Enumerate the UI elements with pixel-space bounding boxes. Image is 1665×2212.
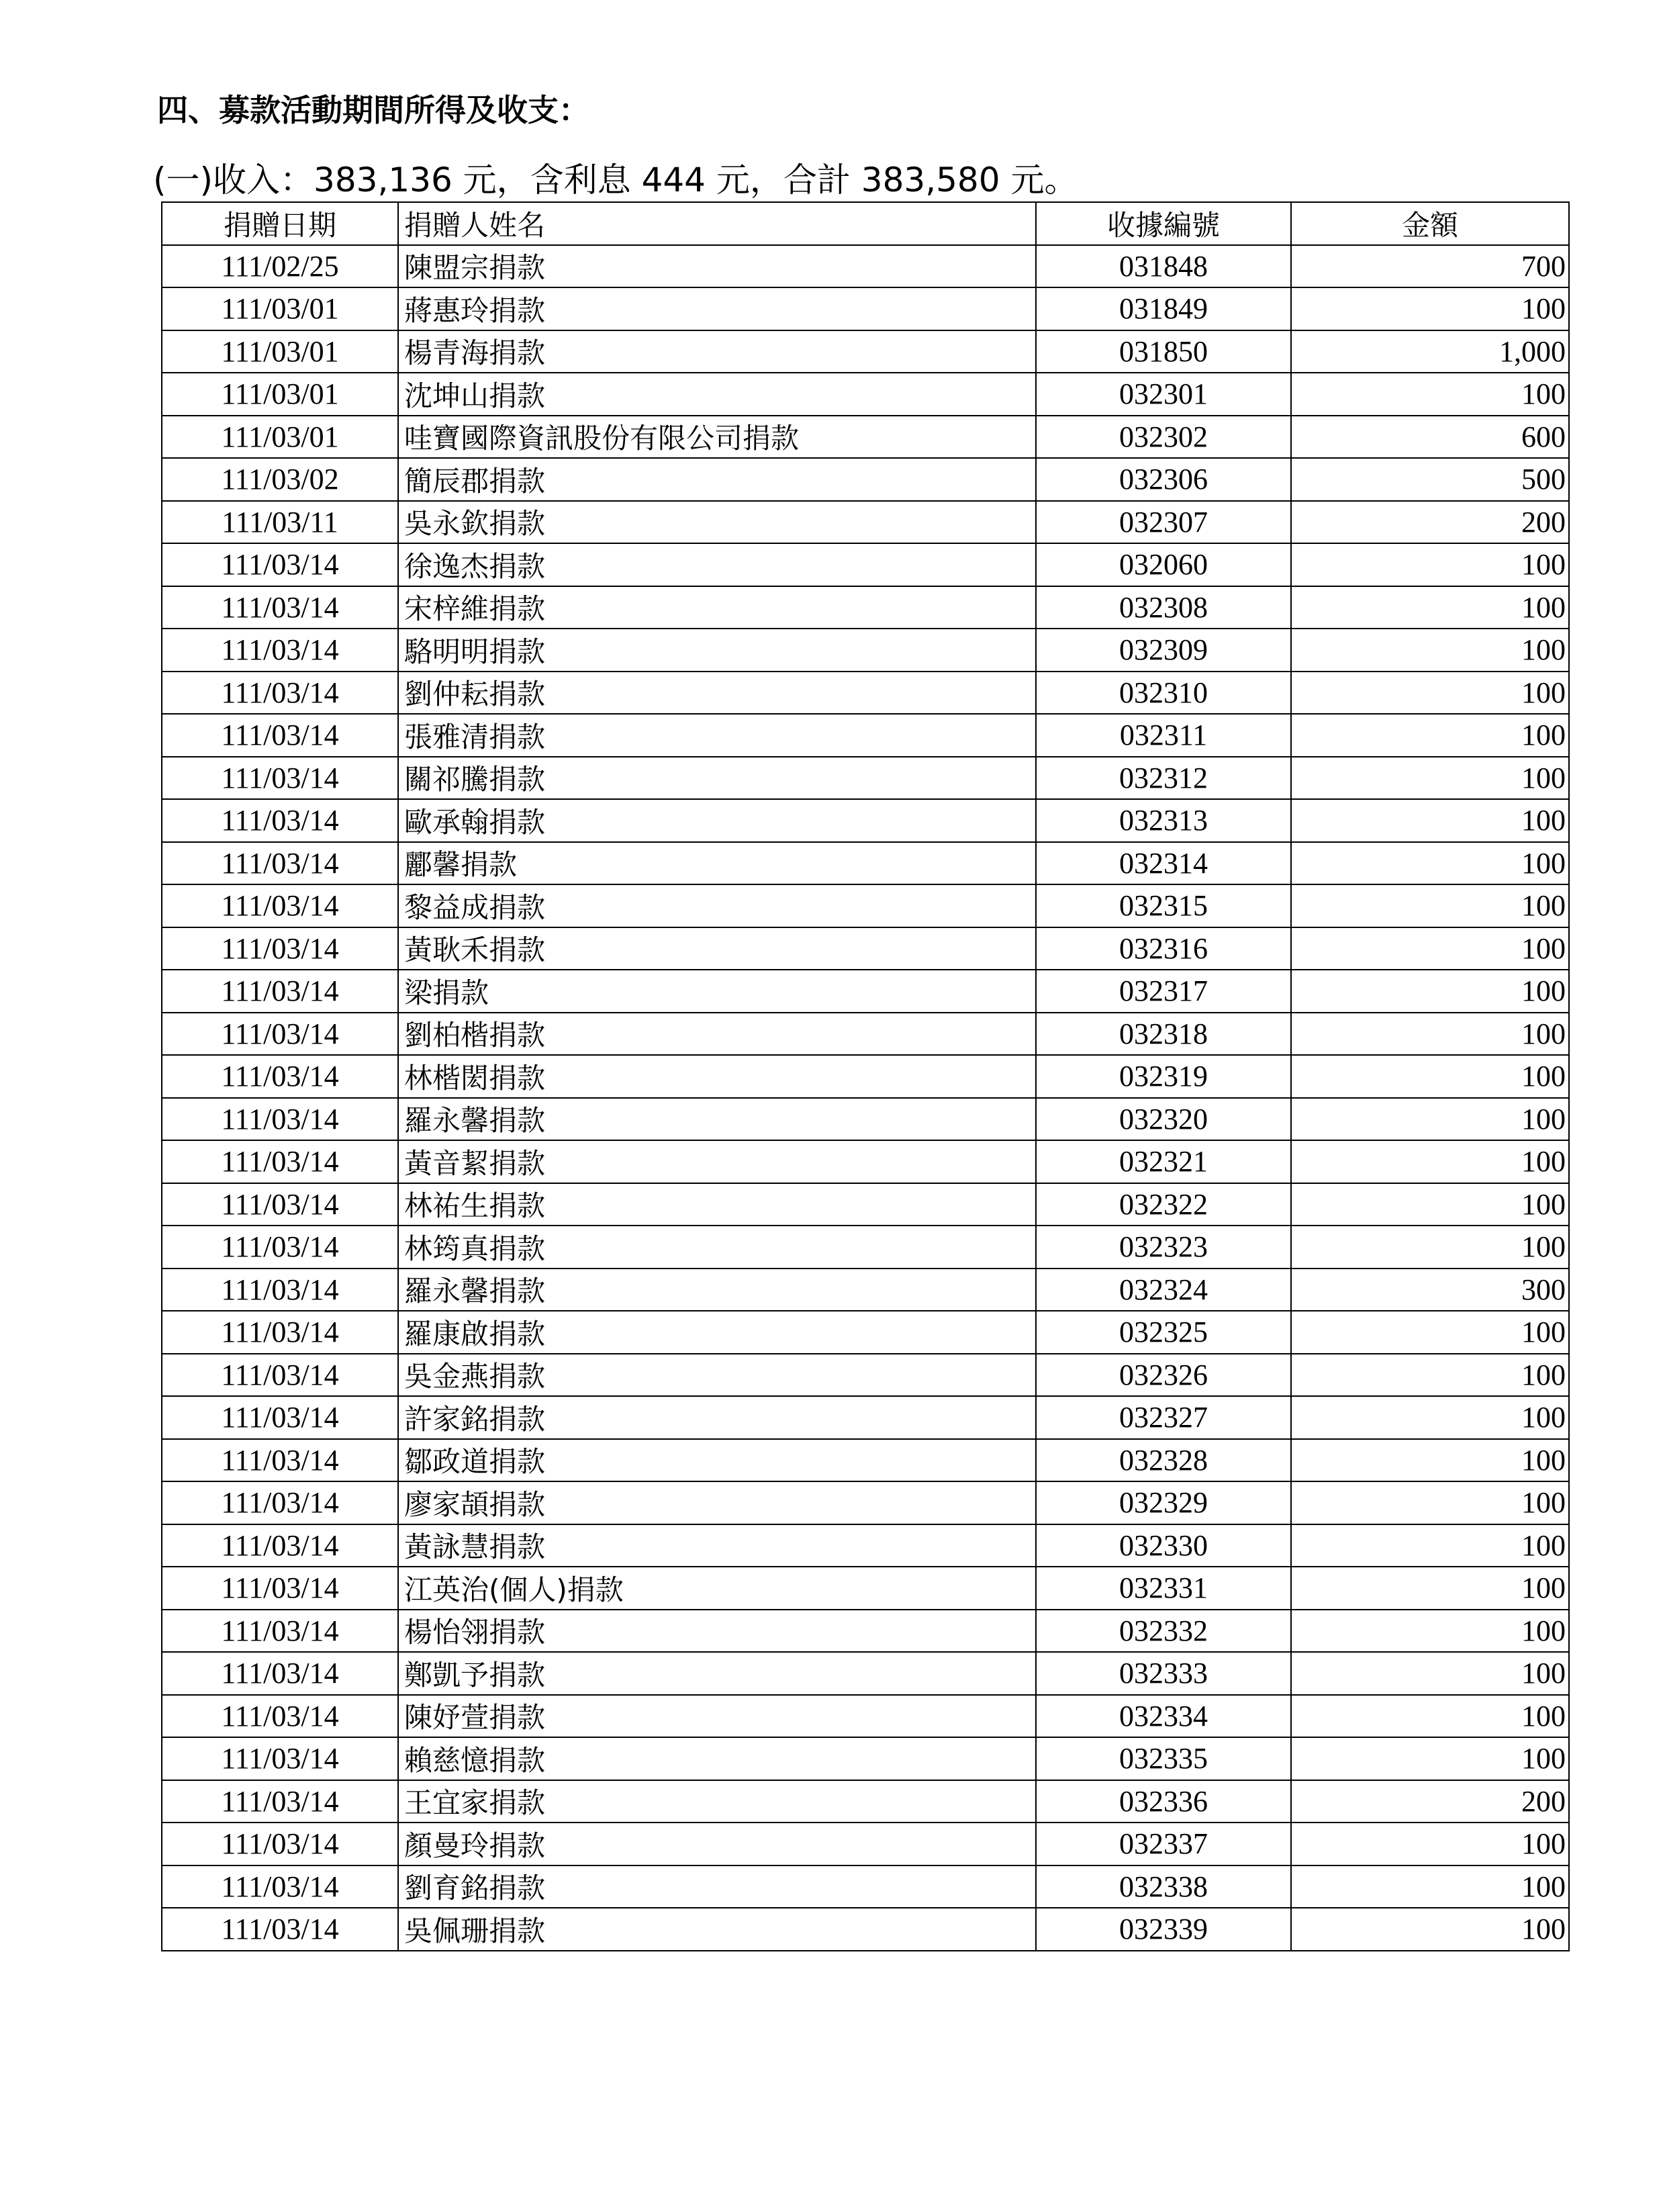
amount-cell: 100 <box>1291 1652 1569 1695</box>
donor-name-cell: 黃耿禾捐款 <box>398 927 1036 970</box>
receipt-number-cell: 032314 <box>1036 842 1291 885</box>
donation-date-cell: 111/03/14 <box>162 1780 398 1823</box>
donation-date-cell: 111/03/14 <box>162 1695 398 1738</box>
donation-date-cell: 111/03/14 <box>162 1183 398 1226</box>
table-row <box>162 586 1569 629</box>
table-row <box>162 1908 1569 1951</box>
donor-name-cell: 歐承翰捐款 <box>398 799 1036 842</box>
donation-date-cell: 111/03/02 <box>162 458 398 501</box>
receipt-number-cell: 032315 <box>1036 884 1291 927</box>
receipt-number-cell: 032329 <box>1036 1481 1291 1524</box>
receipt-number-cell: 032306 <box>1036 458 1291 501</box>
donor-name-cell: 林祐生捐款 <box>398 1183 1036 1226</box>
column-header-amount: 金額 <box>1291 202 1569 245</box>
receipt-number-cell: 032339 <box>1036 1908 1291 1951</box>
donor-name-cell: 楊青海捐款 <box>398 330 1036 373</box>
donation-table <box>161 201 1570 1951</box>
donation-date-cell: 111/03/14 <box>162 1567 398 1610</box>
donation-date-cell: 111/03/14 <box>162 1439 398 1482</box>
receipt-number-cell: 032308 <box>1036 586 1291 629</box>
table-row <box>162 1055 1569 1098</box>
table-row <box>162 1823 1569 1865</box>
donation-date-cell: 111/03/14 <box>162 1269 398 1311</box>
amount-cell: 100 <box>1291 1524 1569 1567</box>
table-row <box>162 1311 1569 1354</box>
amount-cell: 100 <box>1291 1481 1569 1524</box>
amount-cell: 500 <box>1291 458 1569 501</box>
donation-date-cell: 111/03/14 <box>162 714 398 757</box>
receipt-number-cell: 032333 <box>1036 1652 1291 1695</box>
receipt-number-cell: 032060 <box>1036 543 1291 586</box>
table-row <box>162 842 1569 885</box>
amount-cell: 100 <box>1291 1396 1569 1439</box>
amount-cell: 100 <box>1291 1823 1569 1865</box>
donation-date-cell: 111/03/14 <box>162 1865 398 1908</box>
table-row <box>162 501 1569 544</box>
receipt-number-cell: 032318 <box>1036 1013 1291 1056</box>
table-row <box>162 1226 1569 1269</box>
receipt-number-cell: 031848 <box>1036 245 1291 288</box>
column-header-receipt: 收據編號 <box>1036 202 1291 245</box>
amount-cell: 100 <box>1291 884 1569 927</box>
donation-date-cell: 111/03/14 <box>162 884 398 927</box>
receipt-number-cell: 031850 <box>1036 330 1291 373</box>
table-row <box>162 970 1569 1013</box>
amount-cell: 100 <box>1291 1908 1569 1951</box>
donation-date-cell: 111/03/14 <box>162 1140 398 1183</box>
receipt-number-cell: 032326 <box>1036 1354 1291 1397</box>
table-row <box>162 330 1569 373</box>
receipt-number-cell: 031849 <box>1036 287 1291 330</box>
table-row <box>162 1439 1569 1482</box>
receipt-number-cell: 032302 <box>1036 416 1291 459</box>
table-row <box>162 1140 1569 1183</box>
donation-date-cell: 111/03/14 <box>162 629 398 672</box>
receipt-number-cell: 032320 <box>1036 1098 1291 1141</box>
table-row <box>162 1780 1569 1823</box>
donor-name-cell: 黎益成捐款 <box>398 884 1036 927</box>
table-row <box>162 1098 1569 1141</box>
amount-cell: 100 <box>1291 373 1569 416</box>
donor-name-cell: 宋梓維捐款 <box>398 586 1036 629</box>
donor-name-cell: 王宜家捐款 <box>398 1780 1036 1823</box>
donation-date-cell: 111/03/14 <box>162 1652 398 1695</box>
donation-date-cell: 111/03/11 <box>162 501 398 544</box>
donor-name-cell: 楊怡翎捐款 <box>398 1610 1036 1653</box>
donor-name-cell: 陳妤萱捐款 <box>398 1695 1036 1738</box>
amount-cell: 200 <box>1291 501 1569 544</box>
donor-name-cell: 劉仲耘捐款 <box>398 672 1036 715</box>
donor-name-cell: 徐逸杰捐款 <box>398 543 1036 586</box>
amount-cell: 100 <box>1291 1567 1569 1610</box>
amount-cell: 100 <box>1291 672 1569 715</box>
receipt-number-cell: 032332 <box>1036 1610 1291 1653</box>
donor-name-cell: 黃詠慧捐款 <box>398 1524 1036 1567</box>
table-row <box>162 1652 1569 1695</box>
table-row <box>162 1567 1569 1610</box>
donation-date-cell: 111/03/14 <box>162 1013 398 1056</box>
table-header-row <box>162 202 1569 245</box>
section-heading: 四、募款活動期間所得及收支： <box>157 92 589 128</box>
table-row <box>162 416 1569 459</box>
donor-name-cell: 劉柏楷捐款 <box>398 1013 1036 1056</box>
amount-cell: 100 <box>1291 1311 1569 1354</box>
column-header-date: 捐贈日期 <box>162 202 398 245</box>
donation-date-cell: 111/02/25 <box>162 245 398 288</box>
receipt-number-cell: 032311 <box>1036 714 1291 757</box>
amount-cell: 100 <box>1291 1098 1569 1141</box>
table-row <box>162 799 1569 842</box>
table-row <box>162 1354 1569 1397</box>
table-row <box>162 287 1569 330</box>
amount-cell: 600 <box>1291 416 1569 459</box>
receipt-number-cell: 032330 <box>1036 1524 1291 1567</box>
table-row <box>162 458 1569 501</box>
donation-date-cell: 111/03/01 <box>162 373 398 416</box>
table-row <box>162 1865 1569 1908</box>
amount-cell: 100 <box>1291 543 1569 586</box>
donor-name-cell: 江英治(個人)捐款 <box>398 1567 1036 1610</box>
table-row <box>162 1013 1569 1056</box>
amount-cell: 100 <box>1291 629 1569 672</box>
receipt-number-cell: 032321 <box>1036 1140 1291 1183</box>
donation-date-cell: 111/03/14 <box>162 757 398 800</box>
table-row <box>162 629 1569 672</box>
donor-name-cell: 黃音絜捐款 <box>398 1140 1036 1183</box>
amount-cell: 100 <box>1291 970 1569 1013</box>
amount-cell: 100 <box>1291 586 1569 629</box>
donation-date-cell: 111/03/14 <box>162 927 398 970</box>
donor-name-cell: 簡辰郡捐款 <box>398 458 1036 501</box>
table-row <box>162 757 1569 800</box>
table-row <box>162 1524 1569 1567</box>
amount-cell: 100 <box>1291 1055 1569 1098</box>
amount-cell: 100 <box>1291 1695 1569 1738</box>
donation-date-cell: 111/03/01 <box>162 416 398 459</box>
donor-name-cell: 陳盟宗捐款 <box>398 245 1036 288</box>
table-row <box>162 927 1569 970</box>
receipt-number-cell: 032338 <box>1036 1865 1291 1908</box>
amount-cell: 100 <box>1291 799 1569 842</box>
donation-date-cell: 111/03/14 <box>162 1908 398 1951</box>
amount-cell: 100 <box>1291 1013 1569 1056</box>
donation-date-cell: 111/03/14 <box>162 1226 398 1269</box>
table-row <box>162 1481 1569 1524</box>
receipt-number-cell: 032327 <box>1036 1396 1291 1439</box>
receipt-number-cell: 032319 <box>1036 1055 1291 1098</box>
donation-date-cell: 111/03/14 <box>162 970 398 1013</box>
receipt-number-cell: 032307 <box>1036 501 1291 544</box>
donor-name-cell: 吳永欽捐款 <box>398 501 1036 544</box>
amount-cell: 100 <box>1291 842 1569 885</box>
donation-date-cell: 111/03/14 <box>162 1823 398 1865</box>
donation-date-cell: 111/03/14 <box>162 1098 398 1141</box>
donor-name-cell: 許家銘捐款 <box>398 1396 1036 1439</box>
amount-cell: 100 <box>1291 1140 1569 1183</box>
donor-name-cell: 羅永馨捐款 <box>398 1269 1036 1311</box>
donor-name-cell: 酈馨捐款 <box>398 842 1036 885</box>
donor-name-cell: 梁捐款 <box>398 970 1036 1013</box>
table-row <box>162 714 1569 757</box>
receipt-number-cell: 032328 <box>1036 1439 1291 1482</box>
donation-date-cell: 111/03/14 <box>162 1055 398 1098</box>
amount-cell: 100 <box>1291 757 1569 800</box>
donation-date-cell: 111/03/14 <box>162 1610 398 1653</box>
table-row <box>162 672 1569 715</box>
donor-name-cell: 林楷閎捐款 <box>398 1055 1036 1098</box>
donor-name-cell: 劉育銘捐款 <box>398 1865 1036 1908</box>
amount-cell: 100 <box>1291 714 1569 757</box>
donor-name-cell: 羅康啟捐款 <box>398 1311 1036 1354</box>
donation-date-cell: 111/03/14 <box>162 799 398 842</box>
amount-cell: 100 <box>1291 1865 1569 1908</box>
table-row <box>162 884 1569 927</box>
donor-name-cell: 沈坤山捐款 <box>398 373 1036 416</box>
table-row <box>162 1610 1569 1653</box>
receipt-number-cell: 032301 <box>1036 373 1291 416</box>
donation-date-cell: 111/03/14 <box>162 1354 398 1397</box>
amount-cell: 100 <box>1291 1737 1569 1780</box>
receipt-number-cell: 032313 <box>1036 799 1291 842</box>
table-row <box>162 543 1569 586</box>
donor-name-cell: 顏曼玲捐款 <box>398 1823 1036 1865</box>
receipt-number-cell: 032335 <box>1036 1737 1291 1780</box>
receipt-number-cell: 032337 <box>1036 1823 1291 1865</box>
amount-cell: 100 <box>1291 927 1569 970</box>
donor-name-cell: 廖家頡捐款 <box>398 1481 1036 1524</box>
receipt-number-cell: 032309 <box>1036 629 1291 672</box>
donor-name-cell: 賴慈憶捐款 <box>398 1737 1036 1780</box>
donor-name-cell: 吳金燕捐款 <box>398 1354 1036 1397</box>
table-row <box>162 1269 1569 1311</box>
donation-date-cell: 111/03/14 <box>162 1481 398 1524</box>
income-summary: (一)收入：383,136 元，含利息 444 元，合計 383,580 元。 <box>153 160 1078 199</box>
donation-date-cell: 111/03/14 <box>162 1524 398 1567</box>
receipt-number-cell: 032325 <box>1036 1311 1291 1354</box>
donor-name-cell: 蔣惠玲捐款 <box>398 287 1036 330</box>
amount-cell: 100 <box>1291 1354 1569 1397</box>
donor-name-cell: 哇寶國際資訊股份有限公司捐款 <box>398 416 1036 459</box>
amount-cell: 1,000 <box>1291 330 1569 373</box>
receipt-number-cell: 032310 <box>1036 672 1291 715</box>
donation-date-cell: 111/03/01 <box>162 330 398 373</box>
donor-name-cell: 鄒政道捐款 <box>398 1439 1036 1482</box>
donor-name-cell: 吳佩珊捐款 <box>398 1908 1036 1951</box>
receipt-number-cell: 032336 <box>1036 1780 1291 1823</box>
donation-date-cell: 111/03/14 <box>162 543 398 586</box>
table-row <box>162 373 1569 416</box>
amount-cell: 100 <box>1291 287 1569 330</box>
donation-date-cell: 111/03/14 <box>162 1737 398 1780</box>
column-header-donor: 捐贈人姓名 <box>398 202 1036 245</box>
receipt-number-cell: 032323 <box>1036 1226 1291 1269</box>
amount-cell: 700 <box>1291 245 1569 288</box>
donation-date-cell: 111/03/14 <box>162 672 398 715</box>
receipt-number-cell: 032322 <box>1036 1183 1291 1226</box>
donor-name-cell: 林筠真捐款 <box>398 1226 1036 1269</box>
amount-cell: 100 <box>1291 1439 1569 1482</box>
receipt-number-cell: 032317 <box>1036 970 1291 1013</box>
amount-cell: 100 <box>1291 1183 1569 1226</box>
table-row <box>162 1183 1569 1226</box>
donation-date-cell: 111/03/14 <box>162 1311 398 1354</box>
receipt-number-cell: 032312 <box>1036 757 1291 800</box>
receipt-number-cell: 032331 <box>1036 1567 1291 1610</box>
amount-cell: 300 <box>1291 1269 1569 1311</box>
table-row <box>162 245 1569 288</box>
receipt-number-cell: 032334 <box>1036 1695 1291 1738</box>
donor-name-cell: 關祁騰捐款 <box>398 757 1036 800</box>
amount-cell: 200 <box>1291 1780 1569 1823</box>
donation-date-cell: 111/03/01 <box>162 287 398 330</box>
amount-cell: 100 <box>1291 1610 1569 1653</box>
table-row <box>162 1396 1569 1439</box>
donor-name-cell: 鄭凱予捐款 <box>398 1652 1036 1695</box>
receipt-number-cell: 032324 <box>1036 1269 1291 1311</box>
donor-name-cell: 駱明明捐款 <box>398 629 1036 672</box>
amount-cell: 100 <box>1291 1226 1569 1269</box>
donation-date-cell: 111/03/14 <box>162 586 398 629</box>
donation-date-cell: 111/03/14 <box>162 1396 398 1439</box>
donor-name-cell: 張雅清捐款 <box>398 714 1036 757</box>
table-row <box>162 1737 1569 1780</box>
receipt-number-cell: 032316 <box>1036 927 1291 970</box>
table-row <box>162 1695 1569 1738</box>
donation-date-cell: 111/03/14 <box>162 842 398 885</box>
donor-name-cell: 羅永馨捐款 <box>398 1098 1036 1141</box>
